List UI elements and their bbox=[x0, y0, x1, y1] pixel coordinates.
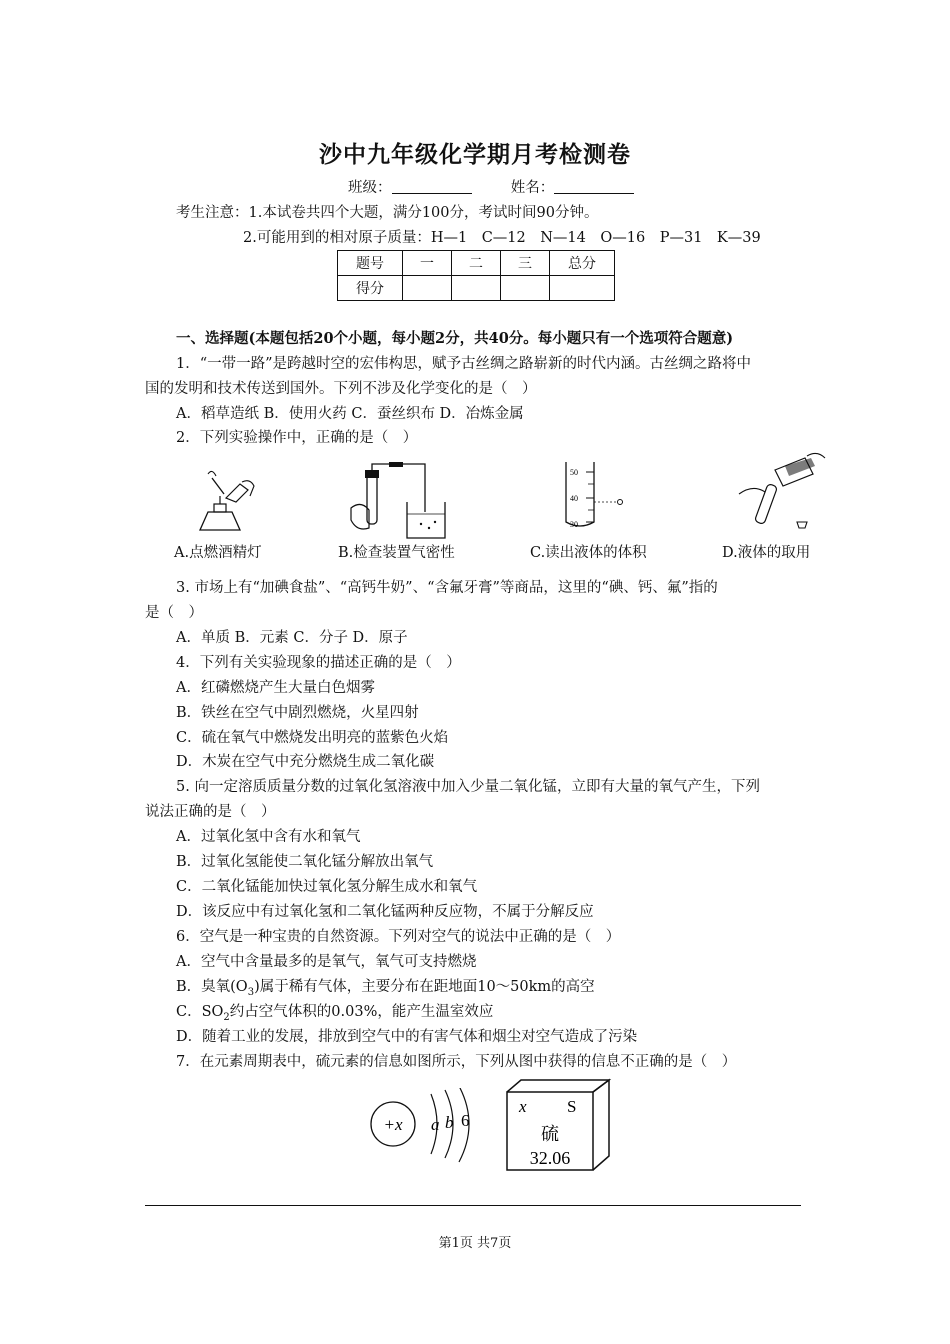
atom-structure-figure bbox=[365, 1088, 480, 1168]
q6-b-text: B．臭氧(O bbox=[176, 979, 248, 995]
q6-b-subscript: 3 bbox=[247, 986, 255, 998]
airtightness-figure bbox=[345, 462, 460, 542]
q5-option-c: C．二氧化锰能加快过氧化氢分解生成水和氧气 bbox=[176, 879, 478, 895]
page-number: 第1页 共7页 bbox=[438, 1236, 512, 1251]
q6-b-text-rest: )属于稀有气体，主要分布在距地面10～50km的高空 bbox=[254, 979, 595, 995]
score-input-cell[interactable] bbox=[550, 276, 615, 301]
q2-caption-b: B.检查装置气密性 bbox=[338, 545, 455, 561]
q4-option-b: B．铁丝在空气中剧烈燃烧，火星四射 bbox=[176, 705, 419, 721]
q6-stem: 6．空气是一种宝贵的自然资源。下列对空气的说法中正确的是（ ） bbox=[176, 929, 621, 945]
q4-stem: 4．下列有关实验现象的描述正确的是（ ） bbox=[176, 655, 461, 671]
notice-2: 2.可能用到的相对原子质量：H—1 C—12 N—14 O—16 P—31 K—39 bbox=[243, 230, 761, 246]
q3-options: A．单质 B．元素 C．分子 D．原子 bbox=[176, 630, 408, 646]
q5-option-b: B．过氧化氢能使二氧化锰分解放出氧气 bbox=[176, 854, 434, 870]
q3-stem: 3. 市场上有“加碘食盐”、“高钙牛奶”、“含氟牙膏”等商品，这里的“碘、钙、氟”指的 bbox=[176, 580, 718, 596]
q2-caption-a: A.点燃酒精灯 bbox=[174, 545, 262, 561]
periodic-cell-figure bbox=[505, 1078, 615, 1173]
section-heading: 一、选择题(本题包括20个小题，每小题2分，共40分。每小题只有一个选项符合题意) bbox=[176, 330, 734, 347]
shell-a: a bbox=[431, 1115, 440, 1134]
name-blank[interactable] bbox=[554, 179, 634, 194]
q2-stem: 2．下列实验操作中，正确的是（ ） bbox=[176, 430, 418, 446]
class-field bbox=[348, 178, 634, 198]
score-label-cell: 得分 bbox=[338, 276, 403, 301]
page-title: 沙中九年级化学期月考检测卷 bbox=[319, 141, 631, 168]
q6-option-b bbox=[176, 977, 595, 1003]
q5-stem-cont: 说法正确的是（ ） bbox=[145, 804, 276, 820]
q6-c-text: C．SO bbox=[176, 1004, 224, 1020]
q1-options: A．稻草造纸 B．使用火药 C．蚕丝织布 D．冶炼金属 bbox=[176, 406, 524, 422]
q4-option-d: D．木炭在空气中充分燃烧生成二氧化碳 bbox=[176, 754, 435, 770]
q6-option-a: A．空气中含量最多的是氧气，氧气可支持燃烧 bbox=[176, 954, 477, 970]
q2-caption-c: C.读出液体的体积 bbox=[530, 545, 647, 561]
cylinder-tick-30: 30 bbox=[570, 520, 578, 529]
score-cell: 二 bbox=[452, 251, 501, 276]
cylinder-tick-50: 50 bbox=[570, 468, 578, 477]
score-cell: 一 bbox=[403, 251, 452, 276]
score-row bbox=[338, 276, 615, 301]
class-blank[interactable] bbox=[392, 179, 472, 194]
score-cell: 三 bbox=[501, 251, 550, 276]
q1-stem: 1．“一带一路”是跨越时空的宏伟构思，赋予古丝绸之路崭新的时代内涵。古丝绸之路将中 bbox=[176, 356, 752, 372]
q3-stem-cont: 是（ ） bbox=[145, 605, 203, 621]
q6-c-subscript: 2 bbox=[223, 1011, 230, 1023]
shell-6: 6 bbox=[461, 1111, 470, 1130]
score-header-row bbox=[338, 251, 615, 276]
q4-option-c: C．硫在氧气中燃烧发出明亮的蓝紫色火焰 bbox=[176, 730, 449, 746]
class-label: 班级： bbox=[348, 180, 392, 196]
notice-1: 考生注意：1.本试卷共四个大题，满分100分，考试时间90分钟。 bbox=[176, 205, 599, 221]
q6-c-text-rest: 约占空气体积的0.03%，能产生温室效应 bbox=[229, 1004, 494, 1020]
q7-stem: 7．在元素周期表中，硫元素的信息如图所示，下列从图中获得的信息不正确的是（ ） bbox=[176, 1054, 737, 1070]
score-input-cell[interactable] bbox=[452, 276, 501, 301]
q5-stem: 5. 向一定溶质质量分数的过氧化氢溶液中加入少量二氧化锰，立即有大量的氧气产生，下列 bbox=[176, 779, 760, 795]
shell-b: b bbox=[445, 1113, 454, 1132]
graduated-cylinder-figure bbox=[560, 458, 640, 538]
q6-option-d: D．随着工业的发展，排放到空气中的有害气体和烟尘对空气造成了污染 bbox=[176, 1029, 638, 1045]
cell-symbol: S bbox=[567, 1097, 577, 1116]
cell-element-name: 硫 bbox=[541, 1124, 559, 1145]
liquid-pouring-figure bbox=[735, 450, 830, 535]
q5-option-a: A．过氧化氢中含有水和氧气 bbox=[176, 829, 361, 845]
q5-option-d: D．该反应中有过氧化氢和二氧化锰两种反应物，不属于分解反应 bbox=[176, 904, 594, 920]
q2-caption-d: D.液体的取用 bbox=[722, 545, 811, 561]
cell-atomic-number: x bbox=[519, 1097, 527, 1116]
cylinder-tick-40: 40 bbox=[570, 494, 578, 503]
score-input-cell[interactable] bbox=[501, 276, 550, 301]
score-cell: 总分 bbox=[550, 251, 615, 276]
name-label: 姓名： bbox=[510, 180, 555, 196]
score-input-cell[interactable] bbox=[403, 276, 452, 301]
q1-stem-cont: 国的发明和技术传送到国外。下列不涉及化学变化的是（ ） bbox=[145, 381, 537, 397]
q6-option-c bbox=[176, 1002, 493, 1028]
footer-divider bbox=[145, 1205, 801, 1206]
nucleus-label: +x bbox=[383, 1115, 403, 1134]
score-cell: 题号 bbox=[338, 251, 403, 276]
alcohol-lamp-figure bbox=[182, 468, 262, 538]
score-table bbox=[337, 250, 615, 301]
q4-option-a: A．红磷燃烧产生大量白色烟雾 bbox=[176, 680, 375, 696]
cell-atomic-mass: 32.06 bbox=[529, 1148, 571, 1168]
